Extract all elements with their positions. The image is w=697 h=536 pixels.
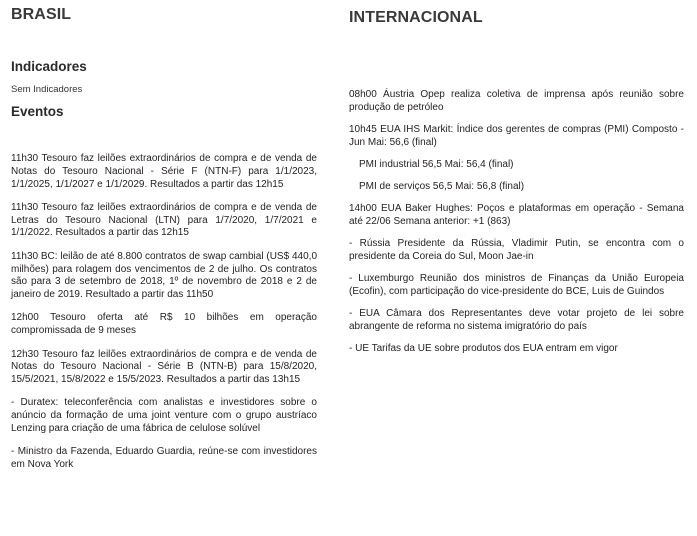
list-item: - Rússia Presidente da Rússia, Vladimir Putin, se encontra com o presidente da Coreia do Sul, Moon Jae-in (349, 238, 684, 263)
list-item: PMI de serviços 56,5 Mai: 56,8 (final) (359, 181, 525, 193)
list-item: - Duratex: teleconferência com analistas e investidores sobre o anúncio da formação de uma joint venture com o grupo austríaco Lenzing para criação de uma fábrica de celulose solúvel (11, 397, 317, 435)
list-item: 12h00 Tesouro oferta até R$ 10 bilhões em operação compromissada de 9 meses (11, 312, 317, 337)
list-item: 11h30 Tesouro faz leilões extraordinários de compra e de venda de Letras do Tesouro Nacional (LTN) para 1/7/2020, 1/7/2021 e 1/1/2022. Resultados a partir das 12h15 (11, 201, 317, 239)
internacional-events-list (349, 89, 684, 365)
list-item: 11h30 Tesouro faz leilões extraordinários de compra e de venda de Notas do Tesouro Nacional - Série F (NTN-F) para 1/1/2023, 1/1/2025, 1/1/2027 e 1/1/2029. Resultados a partir das 12h15 (11, 153, 317, 190)
list-item: 11h30 BC: leilão de até 8.800 contratos de swap cambial (US$ 440,0 milhões) para rolagem dos vencimentos de 2 de julho. Os contratos são para 3 de setembro de 2018, 1º de novembro de 2018 e 2 de janeiro de 2019. Resultado a partir das 11h50 (11, 250, 317, 301)
list-item: - Luxemburgo Reunião dos ministros de Finanças da União Europeia (Ecofin), com participação do vice-presidente do BCE, Luis de Guindos (349, 273, 684, 298)
list-item: PMI industrial 56,5 Mai: 56,4 (final) (359, 158, 514, 170)
list-item: 10h45 EUA IHS Markit: Índice dos gerentes de compras (PMI) Composto - Jun Mai: 56,6 (final) (349, 123, 684, 148)
list-item: - Ministro da Fazenda, Eduardo Guardia, reúne-se com investidores em Nova York (11, 446, 317, 471)
indicadores-text: Sem Indicadores (11, 84, 83, 95)
brasil-events-list (11, 153, 317, 482)
list-item: - UE Tarifas da UE sobre produtos dos EUA entram em vigor (349, 343, 618, 355)
indicadores-title: Indicadores (11, 59, 87, 74)
list-item: - EUA Câmara dos Representantes deve votar projeto de lei sobre abrangente de reforma no sistema imigratório do país (349, 308, 684, 333)
eventos-title: Eventos (11, 104, 64, 119)
brasil-title: BRASIL (11, 6, 72, 23)
list-item: 08h00 Áustria Opep realiza coletiva de imprensa após reunião sobre produção de petróleo (349, 89, 684, 113)
list-item: 12h30 Tesouro faz leilões extraordinários de compra e de venda de Notas do Tesouro Nacional - Série B (NTN-B) para 15/8/2020, 15/5/2021, 15/8/2022 e 15/5/2023. Resultados a partir das 13h15 (11, 348, 317, 386)
internacional-title: INTERNACIONAL (349, 9, 483, 26)
list-item: 14h00 EUA Baker Hughes: Poços e plataformas em operação - Semana até 22/06 Semana anterior: +1 (863) (349, 203, 684, 228)
